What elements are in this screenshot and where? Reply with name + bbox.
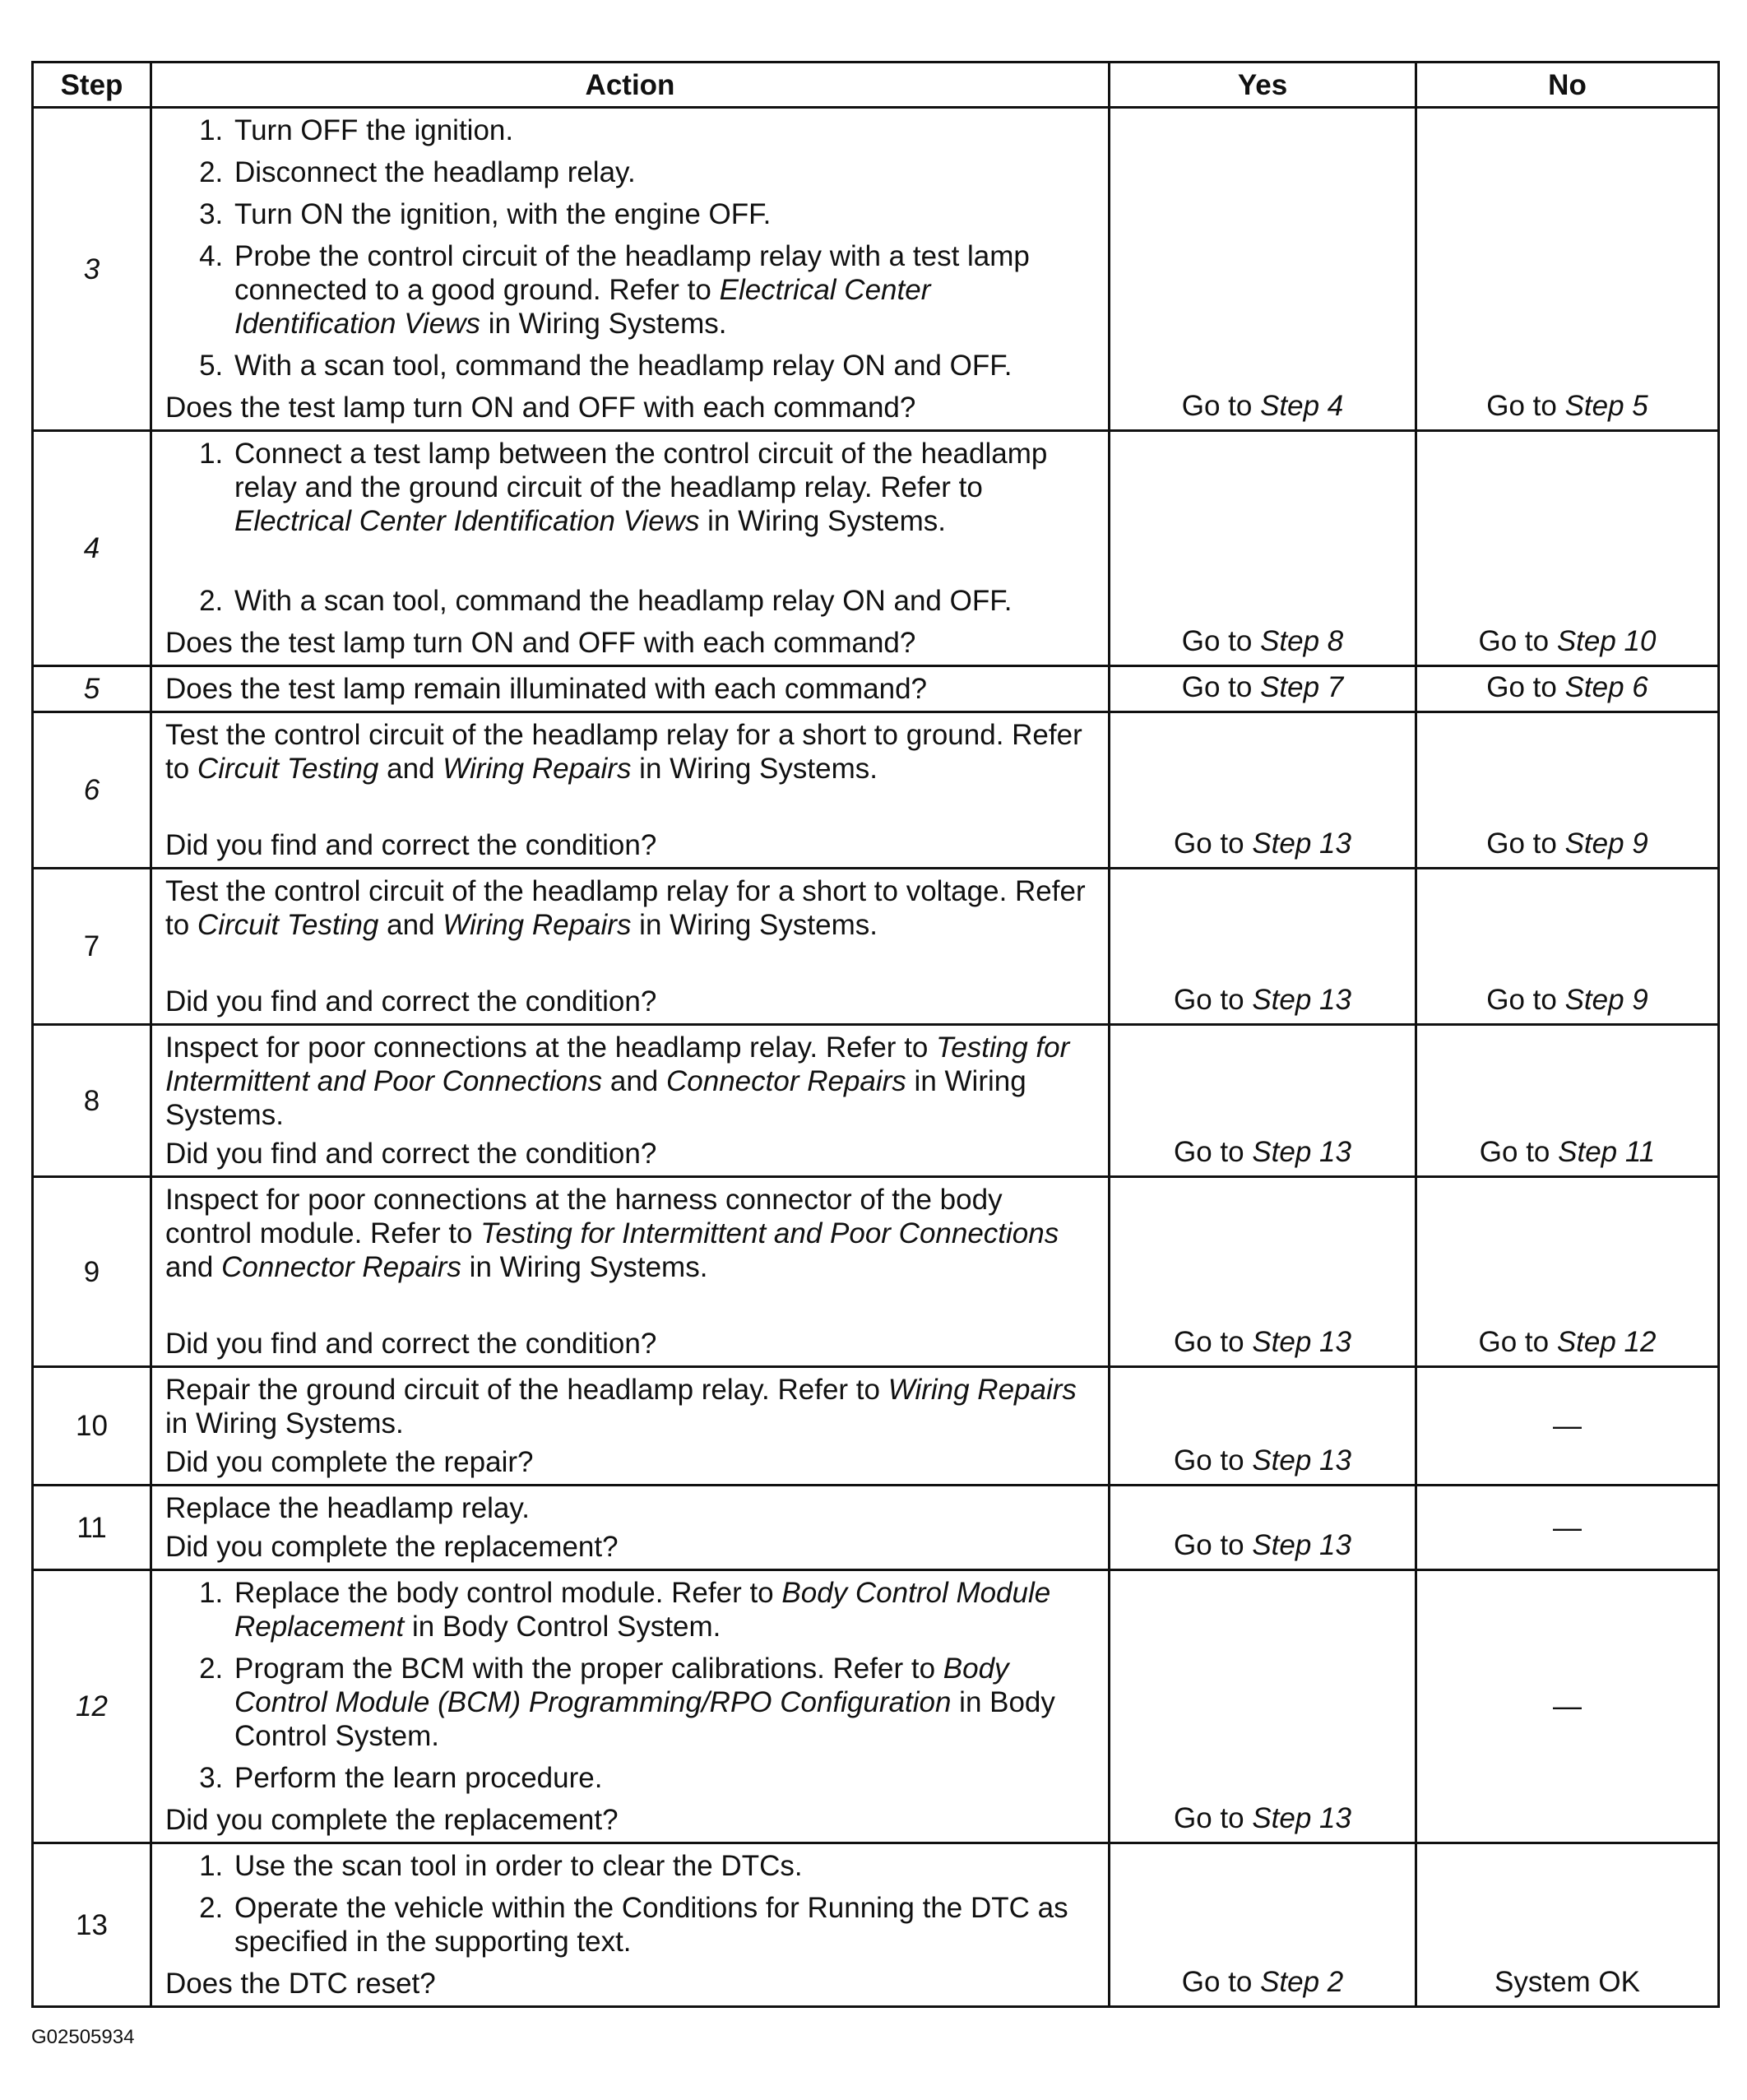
step-number: 12	[33, 1570, 151, 1843]
text-run: in Body Control System.	[234, 1686, 1055, 1752]
no-result	[1416, 108, 1719, 431]
yes-result	[1110, 431, 1416, 666]
text-run: in Wiring Systems.	[165, 1407, 404, 1439]
action-list-item	[231, 239, 1095, 341]
action-list-item	[231, 155, 1095, 189]
text-run: Probe the control circuit of the headlamp relay with a test lamp connected to a good ground. Refer to	[234, 240, 1030, 306]
text-run: in Wiring Systems.	[461, 1251, 708, 1283]
action-list-item	[231, 114, 1095, 147]
text-run: and	[378, 909, 443, 941]
action-list	[165, 1849, 1095, 1959]
text-run: Connector Repairs	[221, 1251, 461, 1283]
no-result	[1416, 1367, 1719, 1486]
action-list	[165, 1576, 1095, 1795]
no-result	[1416, 1177, 1719, 1367]
text-run: Go to	[1174, 827, 1253, 860]
text-run: Step 6	[1564, 671, 1648, 703]
step-number: 4	[33, 431, 151, 666]
text-run: in Wiring Systems.	[699, 505, 946, 537]
action-question: Does the test lamp turn ON and OFF with each command?	[165, 627, 916, 659]
text-run: —	[1553, 1690, 1582, 1722]
action-question: Did you find and correct the condition?	[165, 1138, 657, 1170]
text-run: Electrical Center Identification Views	[234, 505, 700, 537]
table-row	[33, 108, 1719, 431]
table-row	[33, 431, 1719, 666]
header-row	[33, 63, 1719, 108]
action-cell	[151, 108, 1110, 431]
action-cell	[151, 869, 1110, 1025]
text-run: —	[1553, 1410, 1582, 1442]
text-run: System OK	[1494, 1966, 1640, 1998]
action-text	[165, 1491, 1095, 1525]
yes-result	[1110, 1843, 1416, 2007]
text-run: Step 9	[1564, 827, 1648, 860]
text-run: Test the control circuit of the headlamp relay for a short to ground. Refer to	[165, 719, 1082, 785]
step-number: 3	[33, 108, 151, 431]
action-list-item	[231, 584, 1095, 618]
text-run: Perform the learn procedure.	[234, 1762, 603, 1794]
text-run: Go to	[1174, 1529, 1253, 1561]
step-number: 8	[33, 1025, 151, 1177]
yes-result	[1110, 1177, 1416, 1367]
table-row	[33, 1177, 1719, 1367]
table-row	[33, 1486, 1719, 1570]
table-row	[33, 869, 1719, 1025]
spacer	[165, 942, 1095, 980]
action-list-item	[231, 1891, 1095, 1959]
text-run: in Wiring Systems.	[631, 909, 878, 941]
text-run: Step 12	[1556, 1326, 1657, 1358]
yes-result	[1110, 869, 1416, 1025]
text-run: Go to	[1478, 1326, 1557, 1358]
action-cell	[151, 666, 1110, 712]
text-run: in Wiring Systems.	[631, 753, 878, 785]
action-text	[165, 874, 1095, 942]
text-run: Go to	[1174, 1444, 1253, 1476]
text-run: Step 13	[1252, 1326, 1351, 1358]
action-text	[165, 718, 1095, 786]
action-cell	[151, 1486, 1110, 1570]
text-run: Step 13	[1252, 1802, 1351, 1834]
text-run: Go to	[1486, 984, 1565, 1016]
yes-result	[1110, 1570, 1416, 1843]
text-run: Inspect for poor connections at the headlamp relay. Refer to	[165, 1031, 937, 1064]
action-cell	[151, 1177, 1110, 1367]
text-run: Go to	[1174, 1136, 1253, 1168]
text-run: Step 10	[1556, 625, 1657, 657]
text-run: With a scan tool, command the headlamp relay ON and OFF.	[234, 350, 1013, 382]
header-no: No	[1416, 63, 1719, 108]
action-question: Does the test lamp remain illuminated with each command?	[165, 673, 927, 705]
text-run: Electrical Center Identification Views	[234, 274, 931, 340]
action-question: Did you find and correct the condition?	[165, 829, 657, 861]
text-run: Go to	[1486, 671, 1565, 703]
text-run: Testing for Intermittent and Poor Connections	[165, 1031, 1070, 1097]
action-list-item	[231, 349, 1095, 382]
text-run: Step 5	[1564, 390, 1648, 422]
text-run: Go to	[1181, 625, 1261, 657]
step-number: 7	[33, 869, 151, 1025]
text-run: Use the scan tool in order to clear the DTCs.	[234, 1850, 803, 1882]
action-list-item	[231, 1761, 1095, 1795]
table-row	[33, 1570, 1719, 1843]
header-yes: Yes	[1110, 63, 1416, 108]
text-run: Go to	[1181, 1966, 1261, 1998]
text-run: Step 8	[1260, 625, 1344, 657]
table-row	[33, 1367, 1719, 1486]
text-run: Step 9	[1564, 984, 1648, 1016]
text-run: Go to	[1181, 671, 1261, 703]
text-run: in Wiring Systems.	[480, 308, 727, 340]
yes-result	[1110, 1367, 1416, 1486]
no-result	[1416, 1843, 1719, 2007]
yes-result	[1110, 1486, 1416, 1570]
step-number: 11	[33, 1486, 151, 1570]
text-run: Disconnect the headlamp relay.	[234, 156, 636, 188]
text-run: Connect a test lamp between the control circuit of the headlamp relay and the ground circuit of the headlamp relay. Refer to	[234, 438, 1048, 503]
text-run: Step 11	[1558, 1136, 1656, 1168]
text-run: and	[378, 753, 443, 785]
action-question: Did you complete the replacement?	[165, 1804, 619, 1836]
yes-result	[1110, 712, 1416, 869]
text-run: Step 13	[1252, 984, 1351, 1016]
text-run: Turn OFF the ignition.	[234, 114, 514, 146]
action-question: Did you find and correct the condition?	[165, 1328, 657, 1360]
text-run: Body Control Module (BCM) Programming/RPO Configuration	[234, 1653, 1009, 1718]
text-run: Step 13	[1252, 827, 1351, 860]
text-run: Operate the vehicle within the Conditions for Running the DTC as specified in the supporting text.	[234, 1892, 1068, 1958]
action-list	[165, 114, 1095, 382]
text-run: With a scan tool, command the headlamp relay ON and OFF.	[234, 585, 1013, 617]
text-run: Test the control circuit of the headlamp relay for a short to voltage. Refer to	[165, 875, 1086, 941]
text-run: Go to	[1486, 827, 1565, 860]
spacer	[165, 786, 1095, 823]
action-list-item	[231, 1652, 1095, 1753]
yes-result	[1110, 108, 1416, 431]
text-run: —	[1553, 1511, 1582, 1544]
header-action: Action	[151, 63, 1110, 108]
text-run: Replace the headlamp relay.	[165, 1492, 530, 1524]
step-number: 5	[33, 666, 151, 712]
action-question: Did you complete the replacement?	[165, 1531, 619, 1563]
text-run: Program the BCM with the proper calibrations. Refer to	[234, 1653, 943, 1685]
action-list-item	[231, 437, 1095, 538]
action-list-item	[231, 197, 1095, 231]
text-run: Go to	[1478, 625, 1557, 657]
text-run: Go to	[1479, 1136, 1559, 1168]
no-result	[1416, 1570, 1719, 1843]
text-run: Wiring Repairs	[887, 1374, 1077, 1406]
text-run: Go to	[1486, 390, 1565, 422]
text-run: Turn ON the ignition, with the engine OFF.	[234, 198, 772, 230]
action-cell	[151, 1367, 1110, 1486]
no-result	[1416, 666, 1719, 712]
yes-result	[1110, 1025, 1416, 1177]
text-run: Wiring Repairs	[443, 753, 632, 785]
text-run: in Wiring Systems.	[165, 1065, 1026, 1131]
no-result	[1416, 1025, 1719, 1177]
text-run: Step 2	[1260, 1966, 1344, 1998]
action-cell	[151, 1570, 1110, 1843]
yes-result	[1110, 666, 1416, 712]
action-list-item	[231, 1849, 1095, 1883]
text-run: Inspect for poor connections at the harness connector of the body control module. Refer to	[165, 1184, 1003, 1249]
action-cell	[151, 712, 1110, 869]
step-number: 13	[33, 1843, 151, 2007]
step-number: 9	[33, 1177, 151, 1367]
header-step: Step	[33, 63, 151, 108]
spacer	[165, 1284, 1095, 1322]
table-row	[33, 1025, 1719, 1177]
text-run: in Body Control System.	[404, 1611, 721, 1643]
step-number: 10	[33, 1367, 151, 1486]
text-run: Step 7	[1260, 671, 1344, 703]
text-run: Go to	[1181, 390, 1261, 422]
spacer	[231, 546, 1095, 584]
action-text	[165, 1373, 1095, 1440]
action-list-item	[231, 1576, 1095, 1643]
text-run: Go to	[1174, 1326, 1253, 1358]
action-question: Does the DTC reset?	[165, 1968, 436, 2000]
no-result	[1416, 1486, 1719, 1570]
action-cell	[151, 431, 1110, 666]
table-row	[33, 712, 1719, 869]
action-text	[165, 1183, 1095, 1284]
text-run: Connector Repairs	[666, 1065, 906, 1097]
action-text	[165, 1031, 1095, 1132]
table-row	[33, 666, 1719, 712]
figure-id: G02505934	[31, 2026, 135, 2048]
diagnostic-table	[31, 61, 1720, 2008]
table-row	[33, 1843, 1719, 2007]
no-result	[1416, 431, 1719, 666]
text-run: and	[602, 1065, 666, 1097]
action-question: Does the test lamp turn ON and OFF with each command?	[165, 392, 916, 424]
text-run: Wiring Repairs	[443, 909, 632, 941]
text-run: Step 13	[1252, 1444, 1351, 1476]
action-cell	[151, 1843, 1110, 2007]
action-question: Did you complete the repair?	[165, 1446, 534, 1478]
no-result	[1416, 869, 1719, 1025]
text-run: Testing for Intermittent and Poor Connections	[480, 1217, 1059, 1249]
step-number: 6	[33, 712, 151, 869]
text-run: Go to	[1174, 1802, 1253, 1834]
table-body	[33, 108, 1719, 2007]
text-run: Replace the body control module. Refer to	[234, 1577, 782, 1609]
text-run: Step 13	[1252, 1136, 1351, 1168]
action-question: Did you find and correct the condition?	[165, 985, 657, 1018]
action-cell	[151, 1025, 1110, 1177]
text-run: Go to	[1174, 984, 1253, 1016]
action-list	[165, 437, 1095, 618]
no-result	[1416, 712, 1719, 869]
text-run: Body Control Module Replacement	[234, 1577, 1051, 1643]
text-run: Step 13	[1252, 1529, 1351, 1561]
text-run: Circuit Testing	[197, 909, 379, 941]
text-run: Circuit Testing	[197, 753, 379, 785]
text-run: Step 4	[1260, 390, 1344, 422]
text-run: and	[165, 1251, 222, 1283]
text-run: Repair the ground circuit of the headlamp relay. Refer to	[165, 1374, 888, 1406]
